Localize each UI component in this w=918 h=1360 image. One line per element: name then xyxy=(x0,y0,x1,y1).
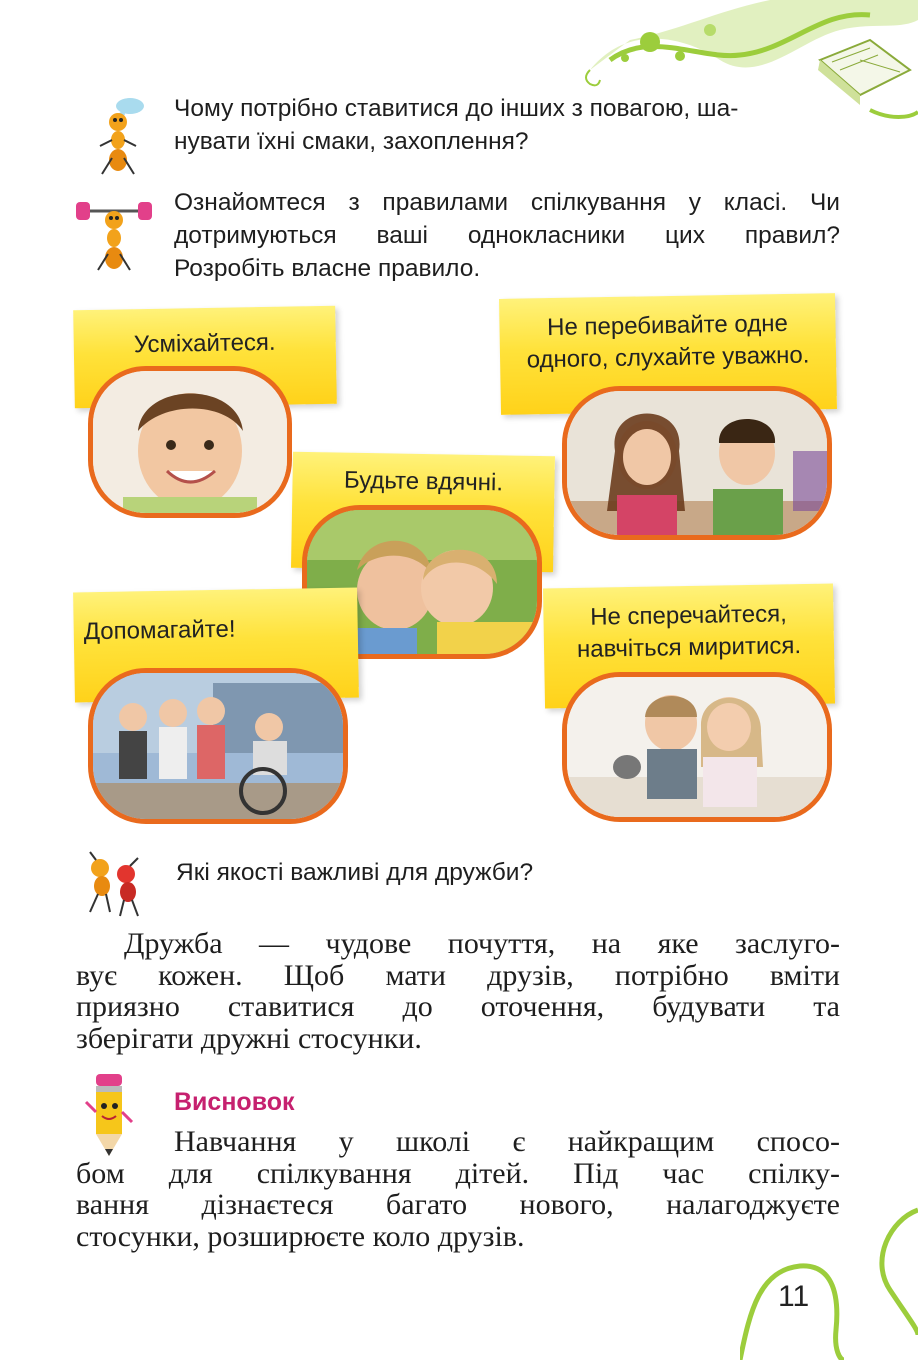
question-3: Які якості важливі для дружби? xyxy=(176,859,534,886)
question-1: Чому потрібно ставитися до інших з повагою, ша- нувати їхні смаки, захоплення? xyxy=(174,95,739,155)
photo-children-helping xyxy=(88,668,348,824)
ant-thinking-icon xyxy=(88,96,152,176)
photo-smiling-boy xyxy=(88,366,292,518)
rule-note-no-argue: Не сперечайтеся, навчіться миритися. xyxy=(543,583,835,708)
photo-children-upset xyxy=(562,672,832,822)
friendship-paragraph: Дружба — чудове почуття, на яке заслуго- вує кожен. Щоб мати друзів, потрібно вміти приязно ставитися до оточення, будувати та зберігати дружні стосунки. xyxy=(76,927,840,1055)
ant-weights-icon xyxy=(72,192,156,272)
page-number: 11 xyxy=(778,1280,810,1313)
rule-note-no-interrupt: Не перебивайте одне одного, слухайте уважно. xyxy=(499,293,837,415)
conclusion-title: Висновок xyxy=(174,1088,295,1116)
rule-note-help: Допомагайте! xyxy=(73,588,359,703)
question-2: Ознайомтеся з правилами спілкування у класі. Чи дотримуються ваші однокласники цих правил? Розробіть власне правило. xyxy=(174,189,840,282)
ants-pair-icon xyxy=(80,850,154,918)
photo-children-talking xyxy=(562,386,832,540)
footer-decoration xyxy=(740,1200,918,1360)
conclusion-paragraph: Навчання у школі є найкращим спосо- бом для спілкування дітей. Під час спілку- вання дізнаєтеся багато нового, налагоджуєте стосунки, розширюєте коло друзів. xyxy=(76,1125,840,1253)
rule-note-smile: Усміхайтеся. xyxy=(73,306,337,409)
rule-note-grateful: Будьте вдячні. xyxy=(291,452,555,573)
